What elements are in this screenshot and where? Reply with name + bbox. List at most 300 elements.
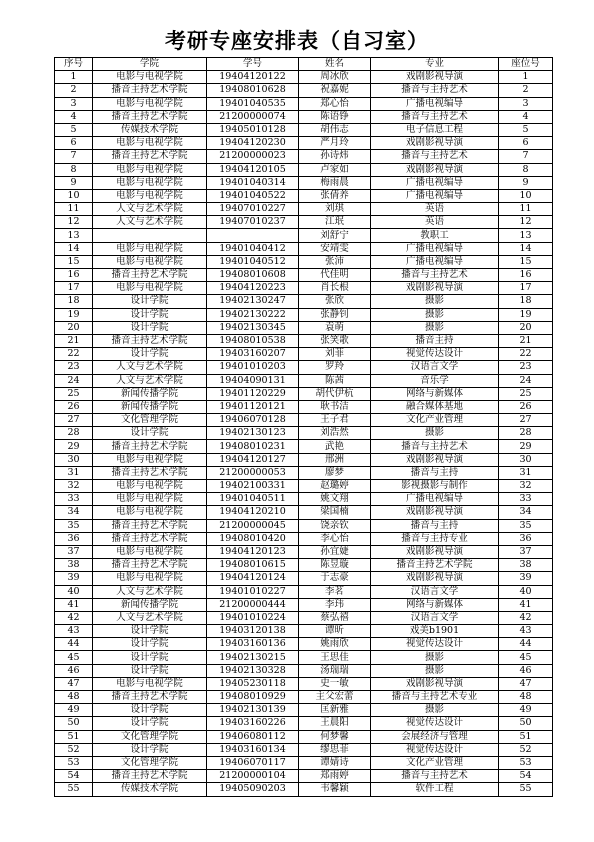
cell-name: 郑雨婷 xyxy=(299,770,371,783)
cell-index: 11 xyxy=(55,203,93,216)
cell-name: 梁国楠 xyxy=(299,506,371,519)
cell-name: 何梦馨 xyxy=(299,730,371,743)
cell-major: 戏剧影视导演 xyxy=(371,506,499,519)
cell-index: 22 xyxy=(55,348,93,361)
cell-college: 新闻传播学院 xyxy=(93,400,207,413)
cell-seat: 7 xyxy=(499,150,553,163)
cell-name: 张笑歌 xyxy=(299,334,371,347)
cell-seat: 23 xyxy=(499,361,553,374)
cell-major: 播音与主持艺术 xyxy=(371,440,499,453)
cell-name: 周冰欣 xyxy=(299,71,371,84)
table-row xyxy=(55,625,553,638)
cell-index: 55 xyxy=(55,783,93,796)
cell-student-id: 19408010608 xyxy=(207,269,299,282)
cell-major: 播音与主持艺术 xyxy=(371,84,499,97)
table-row xyxy=(55,585,553,598)
table-row xyxy=(55,545,553,558)
table-row xyxy=(55,137,553,150)
table-row xyxy=(55,150,553,163)
table-row xyxy=(55,756,553,769)
cell-seat: 15 xyxy=(499,255,553,268)
cell-major: 播音与主持艺术 xyxy=(371,269,499,282)
cell-index: 41 xyxy=(55,598,93,611)
cell-major: 音乐学 xyxy=(371,374,499,387)
cell-name: 姚文翔 xyxy=(299,493,371,506)
cell-name: 胡伟志 xyxy=(299,123,371,136)
cell-index: 29 xyxy=(55,440,93,453)
cell-major: 戏剧影视导演 xyxy=(371,453,499,466)
table-row xyxy=(55,519,553,532)
table-row xyxy=(55,308,553,321)
cell-student-id: 19404120122 xyxy=(207,71,299,84)
cell-name: 耿书洁 xyxy=(299,400,371,413)
cell-name: 梅雨晨 xyxy=(299,176,371,189)
cell-name: 缪思菲 xyxy=(299,743,371,756)
table-row xyxy=(55,572,553,585)
table-row xyxy=(55,506,553,519)
cell-college: 电影与电视学院 xyxy=(93,545,207,558)
cell-student-id: 19405010128 xyxy=(207,123,299,136)
cell-seat: 46 xyxy=(499,664,553,677)
cell-major: 播音与主持艺术专业 xyxy=(371,691,499,704)
cell-name: 谭昕 xyxy=(299,625,371,638)
cell-college: 播音主持艺术学院 xyxy=(93,559,207,572)
cell-name: 饶亲钦 xyxy=(299,519,371,532)
cell-major: 文化产业管理 xyxy=(371,756,499,769)
cell-student-id: 19406080112 xyxy=(207,730,299,743)
cell-seat: 24 xyxy=(499,374,553,387)
cell-index: 14 xyxy=(55,242,93,255)
cell-index: 21 xyxy=(55,334,93,347)
cell-index: 13 xyxy=(55,229,93,242)
table-row xyxy=(55,651,553,664)
table-row xyxy=(55,334,553,347)
cell-seat: 12 xyxy=(499,216,553,229)
cell-college: 文化管理学院 xyxy=(93,756,207,769)
cell-student-id: 19405090203 xyxy=(207,783,299,796)
cell-student-id: 19403160136 xyxy=(207,638,299,651)
cell-college: 播音主持艺术学院 xyxy=(93,110,207,123)
cell-name: 肖长根 xyxy=(299,282,371,295)
cell-major: 摄影 xyxy=(371,664,499,677)
cell-name: 邢洲 xyxy=(299,453,371,466)
cell-seat: 21 xyxy=(499,334,553,347)
cell-index: 7 xyxy=(55,150,93,163)
cell-student-id: 19403120138 xyxy=(207,625,299,638)
cell-major: 播音与主持艺术 xyxy=(371,770,499,783)
cell-major: 教职工 xyxy=(371,229,499,242)
cell-student-id: 19403160134 xyxy=(207,743,299,756)
table-row xyxy=(55,532,553,545)
table-row xyxy=(55,97,553,110)
cell-college: 人文与艺术学院 xyxy=(93,374,207,387)
cell-student-id: 19404120127 xyxy=(207,453,299,466)
cell-name: 王子君 xyxy=(299,414,371,427)
table-row xyxy=(55,374,553,387)
table-row xyxy=(55,321,553,334)
cell-student-id: 21200000023 xyxy=(207,150,299,163)
cell-college: 播音主持艺术学院 xyxy=(93,440,207,453)
cell-name: 王思佳 xyxy=(299,651,371,664)
cell-major: 融合媒体基地 xyxy=(371,400,499,413)
cell-index: 15 xyxy=(55,255,93,268)
cell-index: 2 xyxy=(55,84,93,97)
table-row xyxy=(55,361,553,374)
cell-student-id: 19408010231 xyxy=(207,440,299,453)
cell-college: 设计学院 xyxy=(93,717,207,730)
cell-college: 电影与电视学院 xyxy=(93,282,207,295)
table-row xyxy=(55,163,553,176)
cell-college: 电影与电视学院 xyxy=(93,255,207,268)
cell-college: 播音主持艺术学院 xyxy=(93,150,207,163)
table-row xyxy=(55,480,553,493)
cell-seat: 8 xyxy=(499,163,553,176)
cell-college: 电影与电视学院 xyxy=(93,242,207,255)
table-row xyxy=(55,611,553,624)
cell-major: 摄影 xyxy=(371,704,499,717)
cell-student-id: 19406070128 xyxy=(207,414,299,427)
cell-seat: 9 xyxy=(499,176,553,189)
table-row xyxy=(55,717,553,730)
table-row xyxy=(55,730,553,743)
cell-name: 张倩养 xyxy=(299,189,371,202)
cell-major: 播音与主持专业 xyxy=(371,532,499,545)
cell-seat: 41 xyxy=(499,598,553,611)
cell-name: 刘舒宁 xyxy=(299,229,371,242)
cell-seat: 6 xyxy=(499,137,553,150)
cell-college: 设计学院 xyxy=(93,743,207,756)
cell-college: 电影与电视学院 xyxy=(93,176,207,189)
cell-index: 46 xyxy=(55,664,93,677)
cell-student-id: 19402100331 xyxy=(207,480,299,493)
cell-college: 电影与电视学院 xyxy=(93,97,207,110)
cell-seat: 25 xyxy=(499,387,553,400)
cell-major: 汉语言文学 xyxy=(371,585,499,598)
cell-student-id: 19404120210 xyxy=(207,506,299,519)
cell-seat: 42 xyxy=(499,611,553,624)
cell-index: 27 xyxy=(55,414,93,427)
cell-college: 人文与艺术学院 xyxy=(93,611,207,624)
cell-major: 英语 xyxy=(371,216,499,229)
cell-college: 播音主持艺术学院 xyxy=(93,334,207,347)
cell-student-id: 21200000045 xyxy=(207,519,299,532)
cell-name: 史一敏 xyxy=(299,677,371,690)
cell-seat: 22 xyxy=(499,348,553,361)
cell-college: 电影与电视学院 xyxy=(93,453,207,466)
cell-seat: 29 xyxy=(499,440,553,453)
cell-name: 韦馨颖 xyxy=(299,783,371,796)
table-header xyxy=(55,58,553,71)
table-row xyxy=(55,453,553,466)
cell-seat: 43 xyxy=(499,625,553,638)
cell-student-id: 19407010227 xyxy=(207,203,299,216)
cell-name: 江珉 xyxy=(299,216,371,229)
cell-name: 武艳 xyxy=(299,440,371,453)
cell-student-id: 19402130215 xyxy=(207,651,299,664)
cell-college: 人文与艺术学院 xyxy=(93,203,207,216)
seat-arrangement-table xyxy=(54,57,553,797)
cell-seat: 3 xyxy=(499,97,553,110)
cell-index: 6 xyxy=(55,137,93,150)
cell-student-id: 19403160207 xyxy=(207,348,299,361)
cell-seat: 32 xyxy=(499,480,553,493)
cell-seat: 10 xyxy=(499,189,553,202)
table-row xyxy=(55,229,553,242)
cell-major: 播音与主持艺术 xyxy=(371,150,499,163)
table-row xyxy=(55,295,553,308)
cell-name: 姚雨欣 xyxy=(299,638,371,651)
cell-major: 戏美b1901 xyxy=(371,625,499,638)
cell-index: 20 xyxy=(55,321,93,334)
cell-seat: 53 xyxy=(499,756,553,769)
cell-name: 孙诗炜 xyxy=(299,150,371,163)
cell-index: 45 xyxy=(55,651,93,664)
cell-name: 张欣 xyxy=(299,295,371,308)
cell-college: 电影与电视学院 xyxy=(93,163,207,176)
cell-name: 代佳明 xyxy=(299,269,371,282)
table-row xyxy=(55,598,553,611)
table-row xyxy=(55,559,553,572)
cell-student-id: 19401040511 xyxy=(207,493,299,506)
cell-student-id: 19401040535 xyxy=(207,97,299,110)
cell-student-id: 19408010615 xyxy=(207,559,299,572)
table-body xyxy=(55,71,553,796)
cell-seat: 18 xyxy=(499,295,553,308)
cell-major: 摄影 xyxy=(371,427,499,440)
table-row xyxy=(55,189,553,202)
table-row xyxy=(55,84,553,97)
cell-student-id: 19401040314 xyxy=(207,176,299,189)
cell-index: 49 xyxy=(55,704,93,717)
cell-seat: 49 xyxy=(499,704,553,717)
table-row xyxy=(55,440,553,453)
cell-student-id: 19408010420 xyxy=(207,532,299,545)
cell-index: 4 xyxy=(55,110,93,123)
cell-name: 谭婧诗 xyxy=(299,756,371,769)
cell-index: 16 xyxy=(55,269,93,282)
cell-college: 电影与电视学院 xyxy=(93,71,207,84)
cell-seat: 31 xyxy=(499,466,553,479)
cell-student-id: 19401040512 xyxy=(207,255,299,268)
cell-major: 播音主持艺术学院 xyxy=(371,559,499,572)
cell-student-id: 19404120105 xyxy=(207,163,299,176)
cell-student-id: 19401010224 xyxy=(207,611,299,624)
cell-name: 郑心怡 xyxy=(299,97,371,110)
cell-student-id: 19405230118 xyxy=(207,677,299,690)
cell-name: 卢家如 xyxy=(299,163,371,176)
cell-index: 26 xyxy=(55,400,93,413)
cell-index: 37 xyxy=(55,545,93,558)
cell-student-id: 19402130139 xyxy=(207,704,299,717)
table-row xyxy=(55,493,553,506)
cell-major: 视觉传达设计 xyxy=(371,348,499,361)
table-row xyxy=(55,770,553,783)
table-row xyxy=(55,691,553,704)
table-row xyxy=(55,176,553,189)
header-row xyxy=(55,58,553,71)
cell-college: 传媒技术学院 xyxy=(93,123,207,136)
cell-seat: 38 xyxy=(499,559,553,572)
cell-name: 孙宜婕 xyxy=(299,545,371,558)
cell-college: 电影与电视学院 xyxy=(93,572,207,585)
cell-index: 31 xyxy=(55,466,93,479)
cell-student-id: 19404120223 xyxy=(207,282,299,295)
cell-major: 播音与主持艺术 xyxy=(371,110,499,123)
cell-student-id: 19406070117 xyxy=(207,756,299,769)
cell-name: 刘菲 xyxy=(299,348,371,361)
cell-seat: 13 xyxy=(499,229,553,242)
cell-seat: 36 xyxy=(499,532,553,545)
cell-student-id: 21200000074 xyxy=(207,110,299,123)
table-row xyxy=(55,216,553,229)
table-row xyxy=(55,783,553,796)
cell-major: 会展经济与管理 xyxy=(371,730,499,743)
cell-index: 34 xyxy=(55,506,93,519)
cell-index: 25 xyxy=(55,387,93,400)
cell-seat: 55 xyxy=(499,783,553,796)
cell-major: 广播电视编导 xyxy=(371,255,499,268)
cell-name: 刘浩然 xyxy=(299,427,371,440)
cell-student-id: 19403160226 xyxy=(207,717,299,730)
cell-student-id xyxy=(207,229,299,242)
cell-major: 广播电视编导 xyxy=(371,176,499,189)
cell-index: 50 xyxy=(55,717,93,730)
cell-major: 软件工程 xyxy=(371,783,499,796)
cell-seat: 1 xyxy=(499,71,553,84)
cell-college: 播音主持艺术学院 xyxy=(93,84,207,97)
cell-college: 人文与艺术学院 xyxy=(93,361,207,374)
cell-index: 52 xyxy=(55,743,93,756)
cell-name: 张沛 xyxy=(299,255,371,268)
table-row xyxy=(55,400,553,413)
cell-student-id: 21200000104 xyxy=(207,770,299,783)
cell-name: 廖梦 xyxy=(299,466,371,479)
cell-seat: 45 xyxy=(499,651,553,664)
cell-major: 播音与主持 xyxy=(371,466,499,479)
cell-index: 19 xyxy=(55,308,93,321)
cell-name: 刘琪 xyxy=(299,203,371,216)
cell-major: 汉语言文学 xyxy=(371,611,499,624)
cell-seat: 11 xyxy=(499,203,553,216)
cell-index: 43 xyxy=(55,625,93,638)
cell-seat: 17 xyxy=(499,282,553,295)
cell-name: 汤瑞瑞 xyxy=(299,664,371,677)
cell-college: 电影与电视学院 xyxy=(93,480,207,493)
cell-index: 28 xyxy=(55,427,93,440)
cell-college: 设计学院 xyxy=(93,664,207,677)
cell-seat: 33 xyxy=(499,493,553,506)
cell-seat: 48 xyxy=(499,691,553,704)
cell-college: 电影与电视学院 xyxy=(93,137,207,150)
table-row xyxy=(55,282,553,295)
cell-index: 3 xyxy=(55,97,93,110)
cell-name: 主父宏蕾 xyxy=(299,691,371,704)
cell-seat: 35 xyxy=(499,519,553,532)
cell-seat: 20 xyxy=(499,321,553,334)
cell-college: 播音主持艺术学院 xyxy=(93,532,207,545)
table-row xyxy=(55,427,553,440)
cell-college: 电影与电视学院 xyxy=(93,493,207,506)
header-student-id: 学号 xyxy=(207,58,299,71)
cell-seat: 44 xyxy=(499,638,553,651)
cell-student-id: 19407010237 xyxy=(207,216,299,229)
cell-major: 广播电视编导 xyxy=(371,97,499,110)
cell-student-id: 19401120121 xyxy=(207,400,299,413)
cell-seat: 26 xyxy=(499,400,553,413)
cell-student-id: 19408010538 xyxy=(207,334,299,347)
table-row xyxy=(55,71,553,84)
cell-student-id: 19404120230 xyxy=(207,137,299,150)
cell-major: 戏剧影视导演 xyxy=(371,677,499,690)
table-row xyxy=(55,110,553,123)
cell-major: 广播电视编导 xyxy=(371,242,499,255)
cell-major: 网络与新媒体 xyxy=(371,598,499,611)
cell-college: 播音主持艺术学院 xyxy=(93,519,207,532)
cell-index: 10 xyxy=(55,189,93,202)
cell-index: 44 xyxy=(55,638,93,651)
cell-student-id: 19402130247 xyxy=(207,295,299,308)
cell-major: 电子信息工程 xyxy=(371,123,499,136)
cell-name: 陈语铮 xyxy=(299,110,371,123)
cell-name: 李心怡 xyxy=(299,532,371,545)
table-row xyxy=(55,255,553,268)
cell-seat: 39 xyxy=(499,572,553,585)
cell-major: 视觉传达设计 xyxy=(371,717,499,730)
cell-index: 24 xyxy=(55,374,93,387)
cell-major: 视觉传达设计 xyxy=(371,743,499,756)
table-row xyxy=(55,414,553,427)
cell-student-id: 19401040522 xyxy=(207,189,299,202)
cell-college: 人文与艺术学院 xyxy=(93,216,207,229)
cell-student-id: 19404090131 xyxy=(207,374,299,387)
cell-name: 匡新雅 xyxy=(299,704,371,717)
cell-major: 英语 xyxy=(371,203,499,216)
cell-name: 安靖雯 xyxy=(299,242,371,255)
cell-student-id: 19401010227 xyxy=(207,585,299,598)
cell-college: 设计学院 xyxy=(93,348,207,361)
cell-index: 9 xyxy=(55,176,93,189)
cell-college: 播音主持艺术学院 xyxy=(93,691,207,704)
cell-index: 48 xyxy=(55,691,93,704)
cell-index: 38 xyxy=(55,559,93,572)
cell-college: 播音主持艺术学院 xyxy=(93,269,207,282)
cell-college: 设计学院 xyxy=(93,638,207,651)
header-seat: 座位号 xyxy=(499,58,553,71)
cell-seat: 19 xyxy=(499,308,553,321)
cell-name: 赵璐婷 xyxy=(299,480,371,493)
cell-seat: 4 xyxy=(499,110,553,123)
cell-college: 传媒技术学院 xyxy=(93,783,207,796)
cell-seat: 50 xyxy=(499,717,553,730)
table-row xyxy=(55,269,553,282)
cell-index: 1 xyxy=(55,71,93,84)
cell-index: 33 xyxy=(55,493,93,506)
cell-college: 设计学院 xyxy=(93,427,207,440)
cell-seat: 47 xyxy=(499,677,553,690)
cell-name: 王晨阳 xyxy=(299,717,371,730)
cell-major: 文化产业管理 xyxy=(371,414,499,427)
cell-college xyxy=(93,229,207,242)
cell-college: 设计学院 xyxy=(93,651,207,664)
cell-index: 8 xyxy=(55,163,93,176)
cell-major: 广播电视编导 xyxy=(371,493,499,506)
table-row xyxy=(55,203,553,216)
cell-seat: 16 xyxy=(499,269,553,282)
cell-student-id: 19402130345 xyxy=(207,321,299,334)
cell-index: 30 xyxy=(55,453,93,466)
cell-seat: 27 xyxy=(499,414,553,427)
cell-name: 于志豪 xyxy=(299,572,371,585)
